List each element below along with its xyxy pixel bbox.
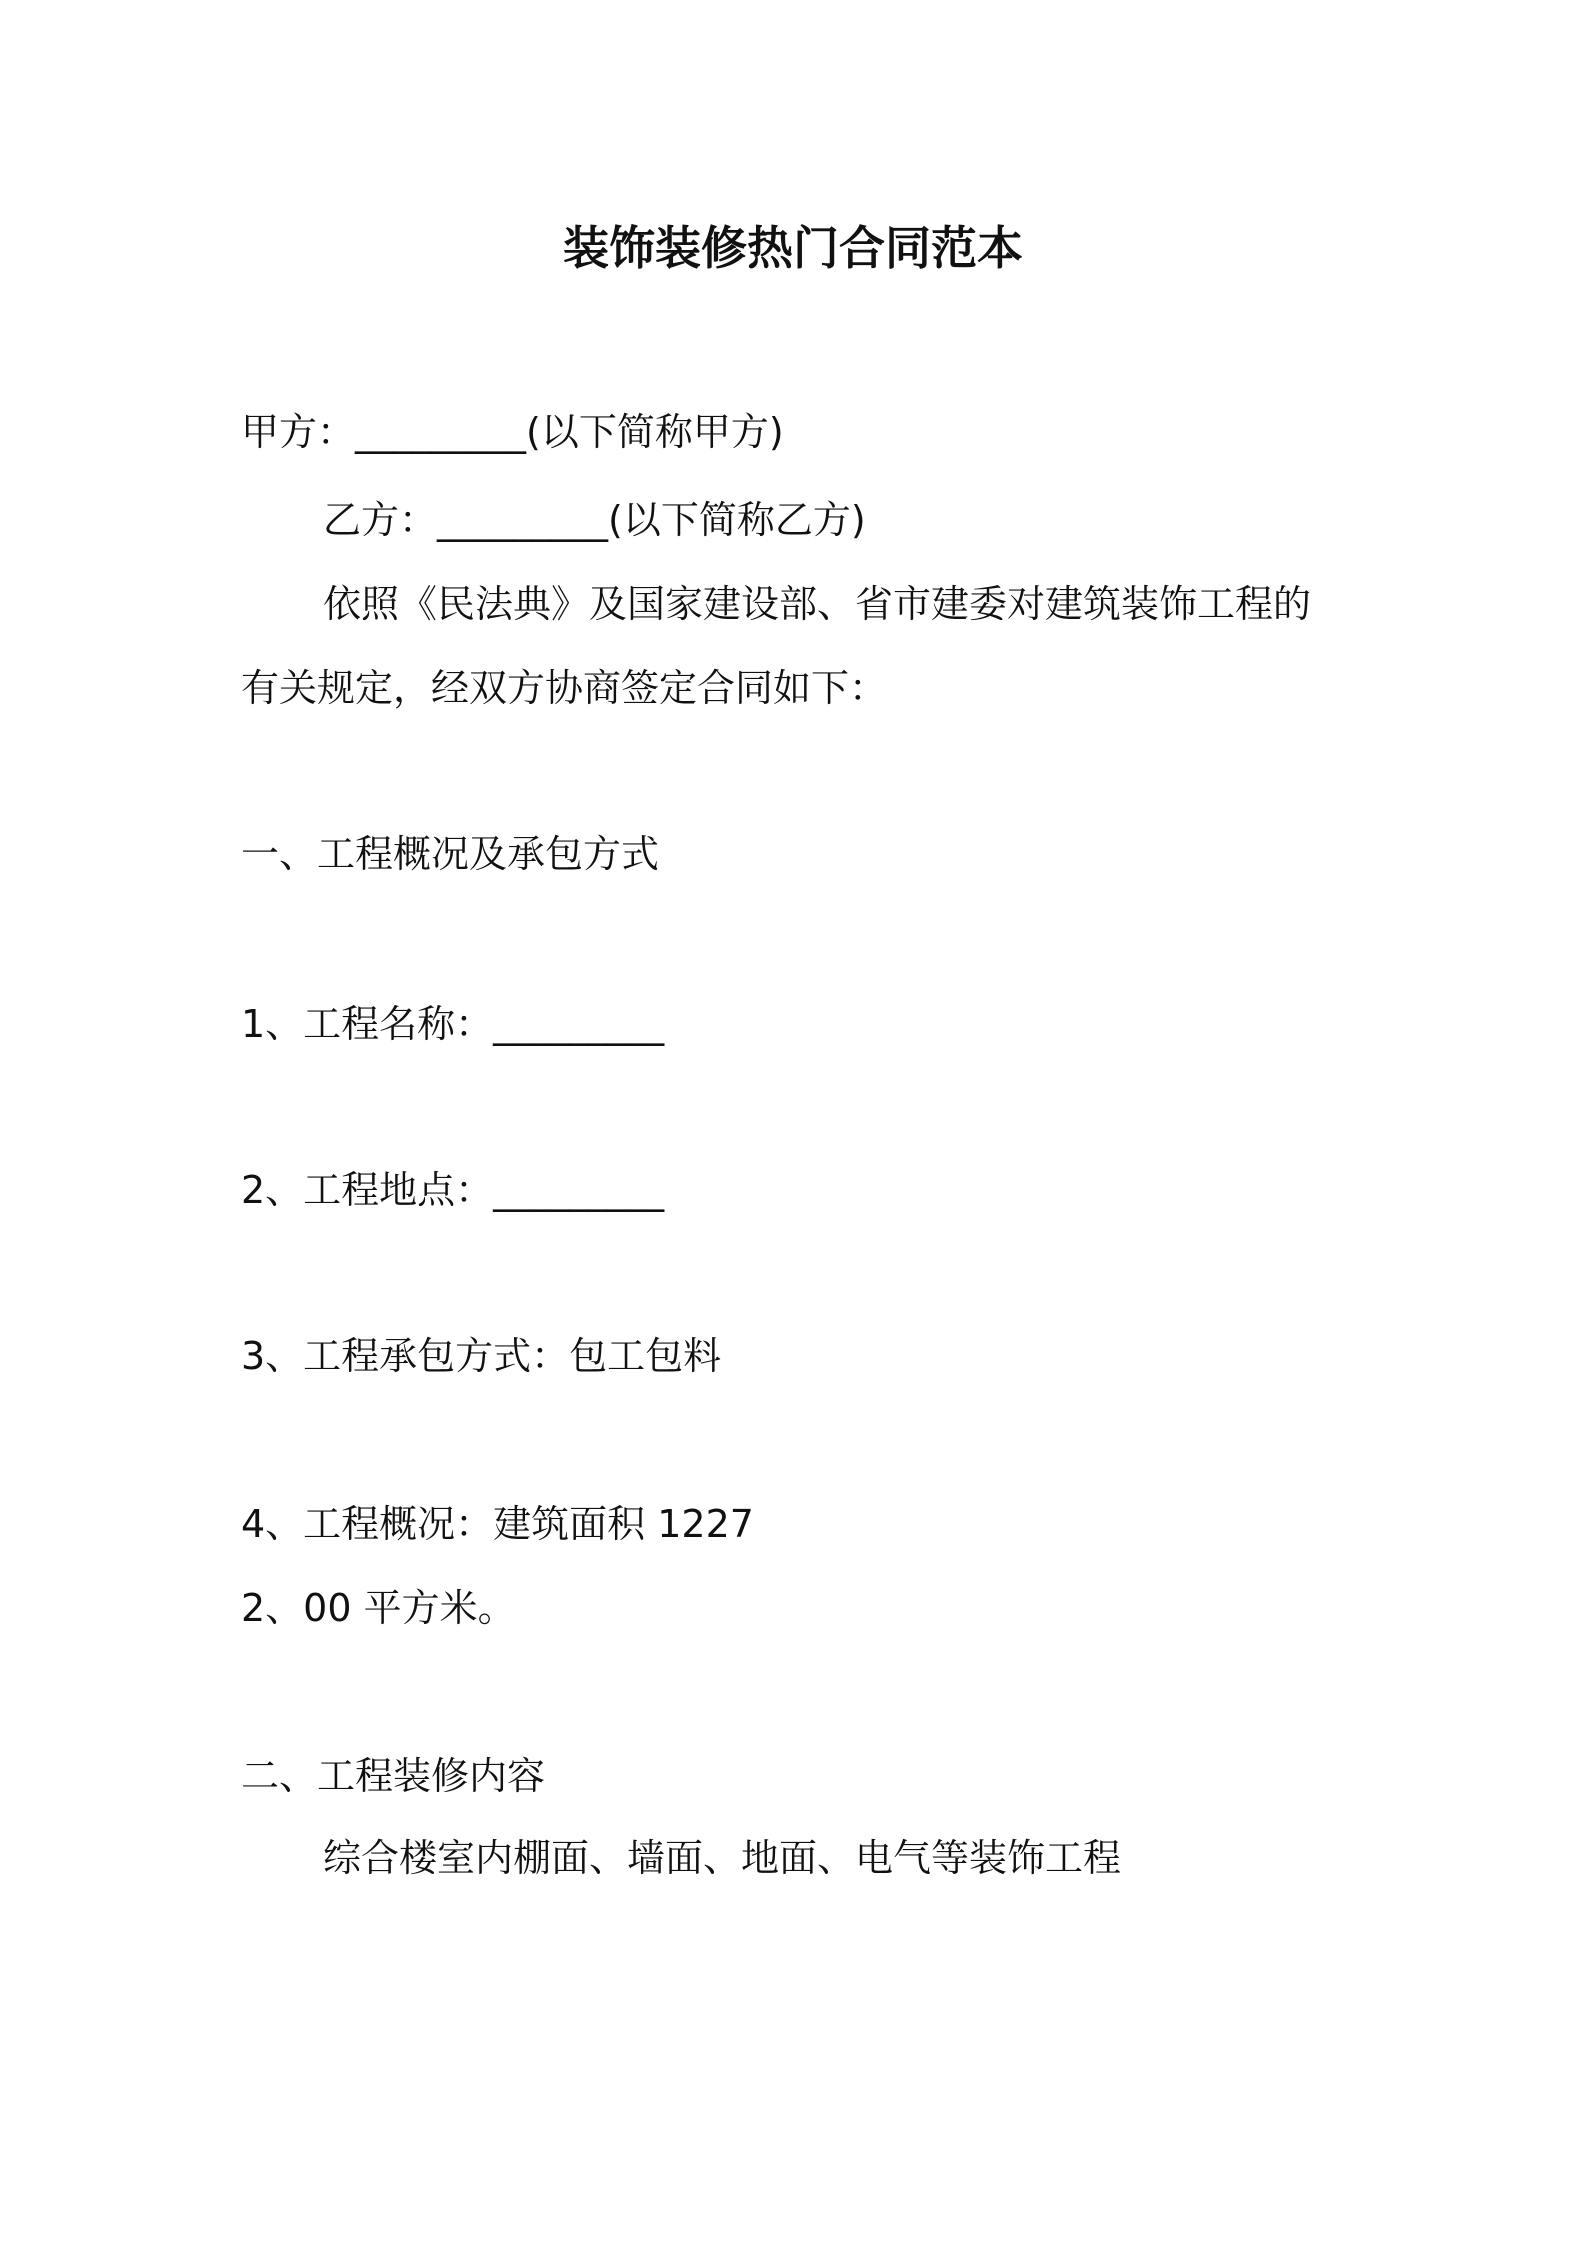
item-project-overview-line-1: 4、工程概况：建筑面积 1227: [241, 1502, 754, 1546]
preamble-line-2: 有关规定，经双方协商签定合同如下：: [241, 666, 888, 710]
item-project-overview-line-2: 2、00 平方米。: [241, 1586, 516, 1630]
party-a-line: 甲方：_________(以下简称甲方): [241, 410, 784, 454]
party-b-line: 乙方：_________(以下简称乙方): [323, 498, 866, 542]
section-2-heading: 二、工程装修内容: [241, 1754, 546, 1798]
item-project-location: 2、工程地点：_________: [241, 1168, 665, 1212]
section-2-content: 综合楼室内棚面、墙面、地面、电气等装饰工程: [323, 1836, 1122, 1880]
preamble-line-1: 依照《民法典》及国家建设部、省市建委对建筑装饰工程的: [323, 582, 1312, 626]
item-project-name: 1、工程名称：_________: [241, 1002, 665, 1046]
item-contract-method: 3、工程承包方式：包工包料: [241, 1334, 722, 1378]
section-1-heading: 一、工程概况及承包方式: [241, 832, 660, 876]
document-title: 装饰装修热门合同范本: [563, 221, 1023, 275]
